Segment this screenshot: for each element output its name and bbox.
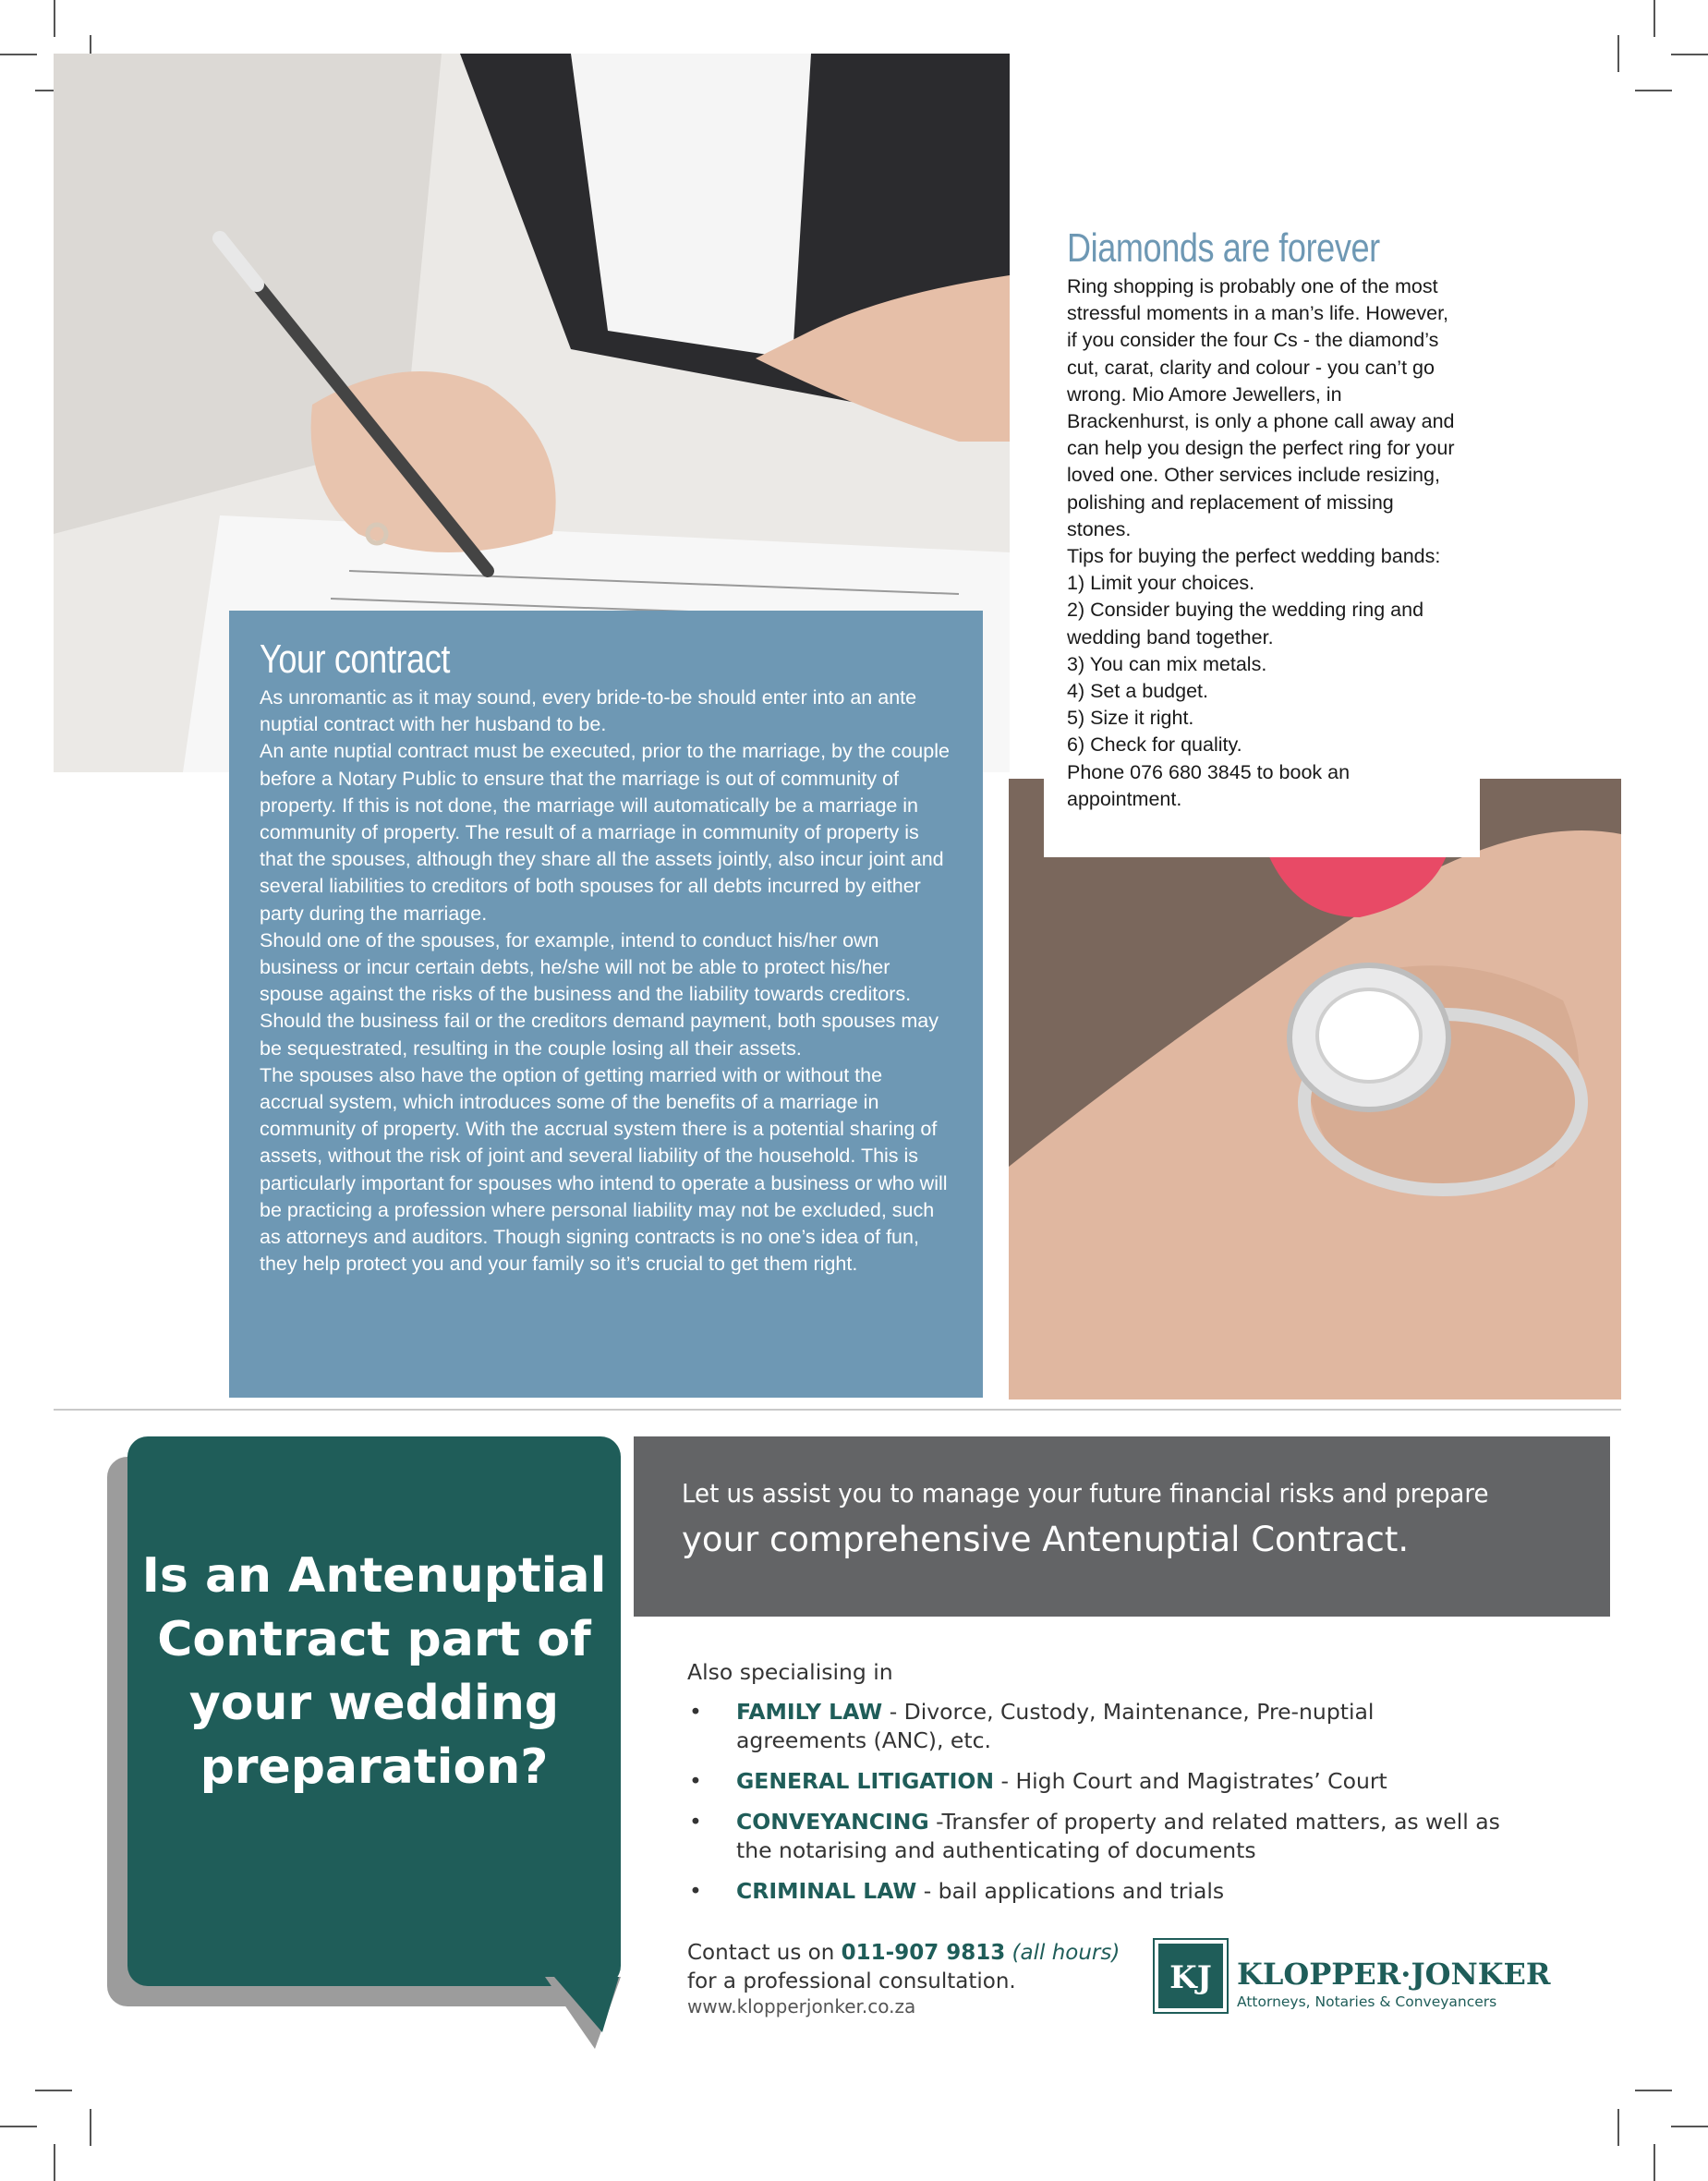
crop-mark: [0, 54, 37, 55]
diamonds-tip: 2) Consider buying the wedding ring and wedding band together.: [1067, 599, 1424, 648]
ad-banner-line1: Let us assist you to manage your future financial risks and prepare: [682, 1478, 1489, 1509]
service-term: GENERAL LITIGATION: [736, 1768, 995, 1794]
bullet-icon: •: [689, 1768, 702, 1794]
crop-mark: [1617, 2109, 1619, 2146]
ad-bubble-headline: Is an Antenuptial Contract part of your wedding preparation?: [141, 1548, 607, 1795]
service-description: - High Court and Magistrates’ Court: [994, 1768, 1387, 1794]
ad-banner-line2: your comprehensive Antenuptial Contract.: [682, 1520, 1410, 1559]
service-term: FAMILY LAW: [736, 1699, 883, 1725]
bullet-icon: •: [689, 1878, 702, 1904]
diamonds-article: [1044, 222, 1480, 857]
services-list: [687, 1698, 1574, 1906]
bullet-icon: •: [689, 1699, 702, 1725]
diamonds-tip: 1) Limit your choices.: [1067, 572, 1255, 595]
contract-heading: Your contract: [260, 636, 450, 682]
crop-mark: [90, 2109, 91, 2146]
contact-suffix: for a professional consultation.: [687, 1969, 1016, 1993]
crop-mark: [1653, 0, 1655, 37]
crop-mark: [1635, 90, 1672, 91]
logo-wordmark: KLOPPER·JONKER: [1237, 1957, 1551, 1992]
diamonds-phone-line: Phone 076 680 3845 to book an appointment.: [1067, 760, 1351, 810]
crop-mark: [54, 0, 55, 37]
diamonds-tip: 3) You can mix metals.: [1067, 652, 1267, 675]
crop-mark: [35, 2090, 72, 2091]
crop-mark: [54, 2144, 55, 2181]
engagement-ring-photo: [1009, 779, 1621, 1399]
service-term: CRIMINAL LAW: [736, 1878, 917, 1904]
list-item: [687, 1808, 1503, 1865]
logo-mark-text: KJ: [1169, 1959, 1212, 1996]
contact-hours: (all hours): [1011, 1941, 1120, 1965]
contact-line: [687, 1939, 1120, 1968]
klopper-jonker-logo-icon: [1155, 1940, 1227, 2012]
contract-paragraph: An ante nuptial contract must be executed, prior to the marriage, by the couple before a Notary Public to ensure that the marriage is out of community of property. If this is not done, the marriage will automatically be a marriage in community of property. The result of a marriage in community of property is that the spouses, although they share all the assets jointly, also incur joint and several liabilities to creditors of both spouses for all debts incurred by either party during the marriage.: [260, 740, 950, 925]
ad-services: [687, 1659, 1574, 1918]
website-link[interactable]: www.klopperjonker.co.za: [687, 1995, 916, 2017]
ring-on-hand-illustration: [1009, 779, 1621, 1399]
service-description: - bail applications and trials: [916, 1878, 1225, 1904]
service-description: - Divorce, Custody, Maintenance, Pre-nuptial agreements (ANC), etc.: [736, 1699, 1375, 1753]
service-description: -Transfer of property and related matters, as well as the notarising and authenticating of documents: [736, 1809, 1500, 1863]
contract-article: [229, 611, 983, 1398]
contract-paragraph: The spouses also have the option of getting married with or without the accrual system, which introduces some of the benefits of a marriage in community of property. With the accrual system there is a potential sharing of assets, without the risk of joint and several liability of the household. This is particularly important for spouses who intend to operate a business or who will be practicing a profession where personal liability may not be excluded, such as attorneys and auditors. Though signing contracts is no one’s idea of fun, they help protect you and your family so it’s crucial to get them right.: [260, 1063, 948, 1276]
ad-services-intro: Also specialising in: [687, 1659, 893, 1685]
ad-contact: [687, 1939, 1120, 1996]
contact-phone: 011-907 9813: [841, 1941, 1006, 1965]
diamonds-tip: 6) Check for quality.: [1067, 733, 1242, 757]
contract-paragraph: Should one of the spouses, for example, intend to conduct his/her own business or incur certain debts, he/she will not be able to protect his/her spouse against the risks of the business and the liability towards creditors. Should the business fail or the creditors demand payment, both spouses may be sequestrated, resulting in the couple losing all their assets.: [260, 928, 939, 1060]
contract-paragraph: As unromantic as it may sound, every bride-to-be should enter into an ante nuptial contract with her husband to be.: [260, 686, 917, 736]
list-item: [687, 1698, 1438, 1755]
list-item: [687, 1877, 1574, 1906]
crop-mark: [1617, 35, 1619, 72]
crop-mark: [1635, 2090, 1672, 2091]
diamonds-heading: Diamonds are forever: [1067, 225, 1380, 271]
crop-mark: [1671, 2126, 1708, 2127]
kj-monogram-icon: [1158, 1944, 1223, 2008]
logo-tagline: Attorneys, Notaries & Conveyancers: [1237, 1993, 1497, 2010]
section-divider: [54, 1409, 1621, 1411]
diamonds-tip: 4) Set a budget.: [1067, 680, 1208, 703]
diamonds-tip: 5) Size it right.: [1067, 707, 1194, 730]
bullet-icon: •: [689, 1809, 702, 1835]
contact-prefix: Contact us on: [687, 1941, 842, 1965]
diamonds-tips-heading: Tips for buying the perfect wedding bands:: [1067, 545, 1441, 568]
crop-mark: [1671, 54, 1708, 55]
service-term: CONVEYANCING: [736, 1809, 929, 1835]
crop-mark: [1653, 2144, 1655, 2181]
list-item: [687, 1767, 1574, 1796]
speech-bubble-tail-icon: [517, 1977, 628, 2051]
diamonds-intro: Ring shopping is probably one of the most stressful moments in a man’s life. However, if you consider the four Cs - the diamond’s cut, carat, clarity and colour - you can’t go wrong. Mio Amore Jewellers, in Brackenhurst, is only a phone call away and can help you design the perfect ring for your loved one. Other services include resizing, polishing and replacement of missing stones.: [1067, 275, 1455, 540]
crop-mark: [0, 2126, 37, 2127]
